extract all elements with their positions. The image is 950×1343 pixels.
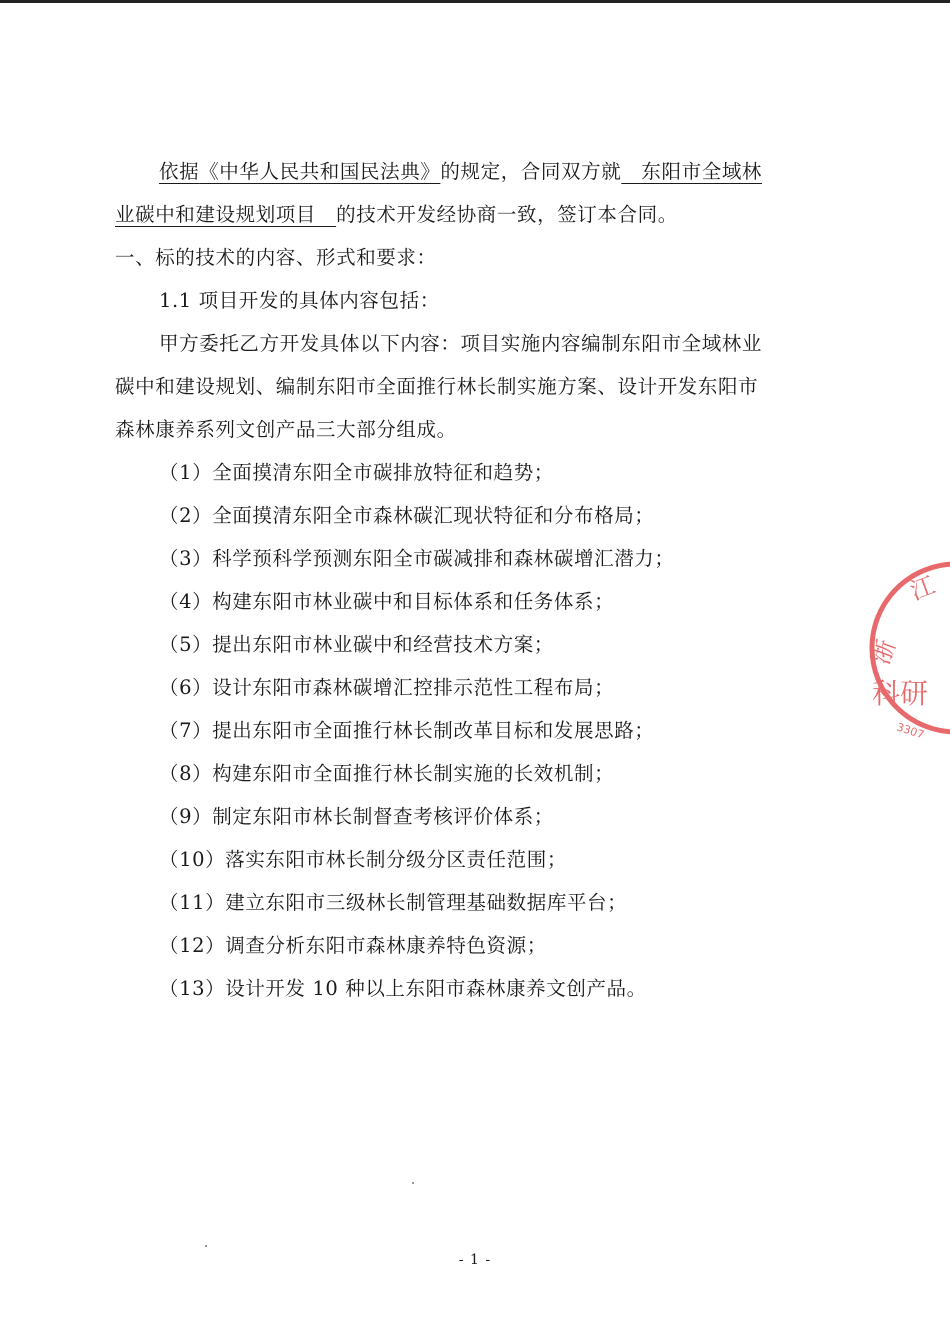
scan-top-edge <box>0 0 950 3</box>
official-seal-stamp <box>866 548 950 748</box>
intro-prefix: 依据 <box>159 160 200 183</box>
list-item-4: （4）构建东阳市林业碳中和目标体系和任务体系； <box>159 590 615 613</box>
project-name-part1: 东阳市全域林 <box>621 160 763 183</box>
scan-speck <box>205 1245 207 1247</box>
seal-char-mid: 科研 <box>872 677 929 710</box>
contract-body <box>115 150 815 1010</box>
intro-suffix: 的技术开发经协商一致，签订本合同。 <box>336 203 678 226</box>
list-item-9: （9）制定东阳市林长制督查考核评价体系； <box>159 805 554 828</box>
section-heading: 一、标的技术的内容、形式和要求： <box>115 246 437 269</box>
project-name-part2: 业碳中和建设规划项目 <box>115 203 337 226</box>
intro-line-2 <box>115 193 815 236</box>
intro-connector: 的规定，合同双方就 <box>440 160 622 183</box>
law-name: 《中华人民共和国民法典》 <box>199 160 441 183</box>
sub-heading: 1.1 项目开发的具体内容包括： <box>159 289 440 312</box>
para-line-3: 森林康养系列文创产品三大部分组成。 <box>115 418 457 441</box>
seal-char-side: 浙 <box>866 635 902 669</box>
list-item-3: （3）科学预科学预测东阳全市碳减排和森林碳增汇潜力； <box>159 547 675 570</box>
list-item-10: （10）落实东阳市林长制分级分区责任范围； <box>159 848 567 871</box>
scan-speck <box>412 1182 414 1184</box>
list-item-12: （12）调查分析东阳市森林康养特色资源； <box>159 934 547 957</box>
list-item-13: （13）设计开发 10 种以上东阳市森林康养文创产品。 <box>159 977 647 1000</box>
list-item-1: （1）全面摸清东阳全市碳排放特征和趋势； <box>159 461 554 484</box>
list-item-6: （6）设计东阳市森林碳增汇控排示范性工程布局； <box>159 676 615 699</box>
list-item-2: （2）全面摸清东阳全市森林碳汇现状特征和分布格局； <box>159 504 655 527</box>
seal-digits: 3307 <box>895 720 926 742</box>
seal-char-top: 江 <box>906 571 939 606</box>
intro-line-1 <box>115 150 815 193</box>
para-line-1: 甲方委托乙方开发具体以下内容：项目实施内容编制东阳市全域林业 <box>159 332 763 355</box>
page-number: - 1 - <box>458 1252 492 1268</box>
list-item-11: （11）建立东阳市三级林长制管理基础数据库平台； <box>159 891 628 914</box>
list-item-5: （5）提出东阳市林业碳中和经营技术方案； <box>159 633 554 656</box>
list-item-7: （7）提出东阳市全面推行林长制改革目标和发展思路； <box>159 719 655 742</box>
para-line-2: 碳中和建设规划、编制东阳市全面推行林长制实施方案、设计开发东阳市 <box>115 375 759 398</box>
list-item-8: （8）构建东阳市全面推行林长制实施的长效机制； <box>159 762 615 785</box>
